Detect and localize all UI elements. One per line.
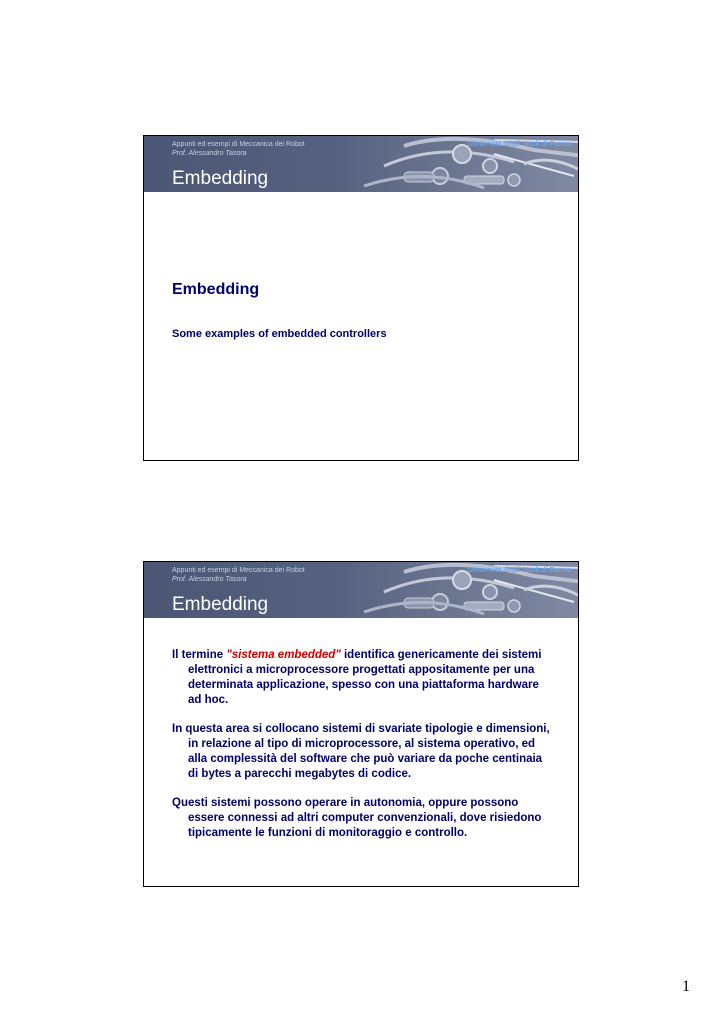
paragraph-1-lead: Il termine bbox=[172, 649, 227, 661]
slide-title: Embedding bbox=[172, 594, 269, 615]
section-subheading: Some examples of embedded controllers bbox=[172, 328, 387, 340]
paragraph-1 bbox=[172, 648, 552, 708]
professor-name: Prof. Alessandro Tasora bbox=[172, 150, 247, 157]
slide-body bbox=[172, 648, 552, 855]
slide-2 bbox=[143, 561, 579, 887]
highlighted-term: sistema embedded bbox=[231, 649, 336, 661]
slide-1 bbox=[143, 135, 579, 461]
slide-header-banner bbox=[144, 136, 578, 192]
university-name: Università degli Studi di Parma bbox=[467, 567, 571, 574]
paragraph-2: In questa area si collocano sistemi di svariate tipologie e dimensioni, in relazione al tipo di microprocessore, al sistema operativo, ed alla complessità del software che può variare da poche centinaia di bytes a parecchi megabytes di codice. bbox=[172, 723, 550, 780]
slide-title: Embedding bbox=[172, 168, 269, 189]
paragraph-1-rest: identifica genericamente dei sistemi elettronici a microprocessore progettati appositamente per una determinata applicazione, spesso con una piattaforma hardware ad hoc. bbox=[188, 649, 542, 706]
course-title: Appunti ed esempi di Meccanica dei Robot bbox=[172, 567, 305, 574]
university-name: Università degli Studi di Parma bbox=[467, 141, 571, 148]
professor-name: Prof. Alessandro Tasora bbox=[172, 576, 247, 583]
page-number: 1 bbox=[682, 978, 690, 995]
quote-mark: " bbox=[335, 649, 341, 661]
section-heading: Embedding bbox=[172, 281, 260, 298]
paragraph-3: Questi sistemi possono operare in autonomia, oppure possono essere connessi ad altri computer convenzionali, dove risiedono tipicamente le funzioni di monitoraggio e controllo. bbox=[172, 797, 542, 839]
quote-mark: " bbox=[226, 649, 232, 661]
slide-header-banner bbox=[144, 562, 578, 618]
course-title: Appunti ed esempi di Meccanica dei Robot bbox=[172, 141, 305, 148]
